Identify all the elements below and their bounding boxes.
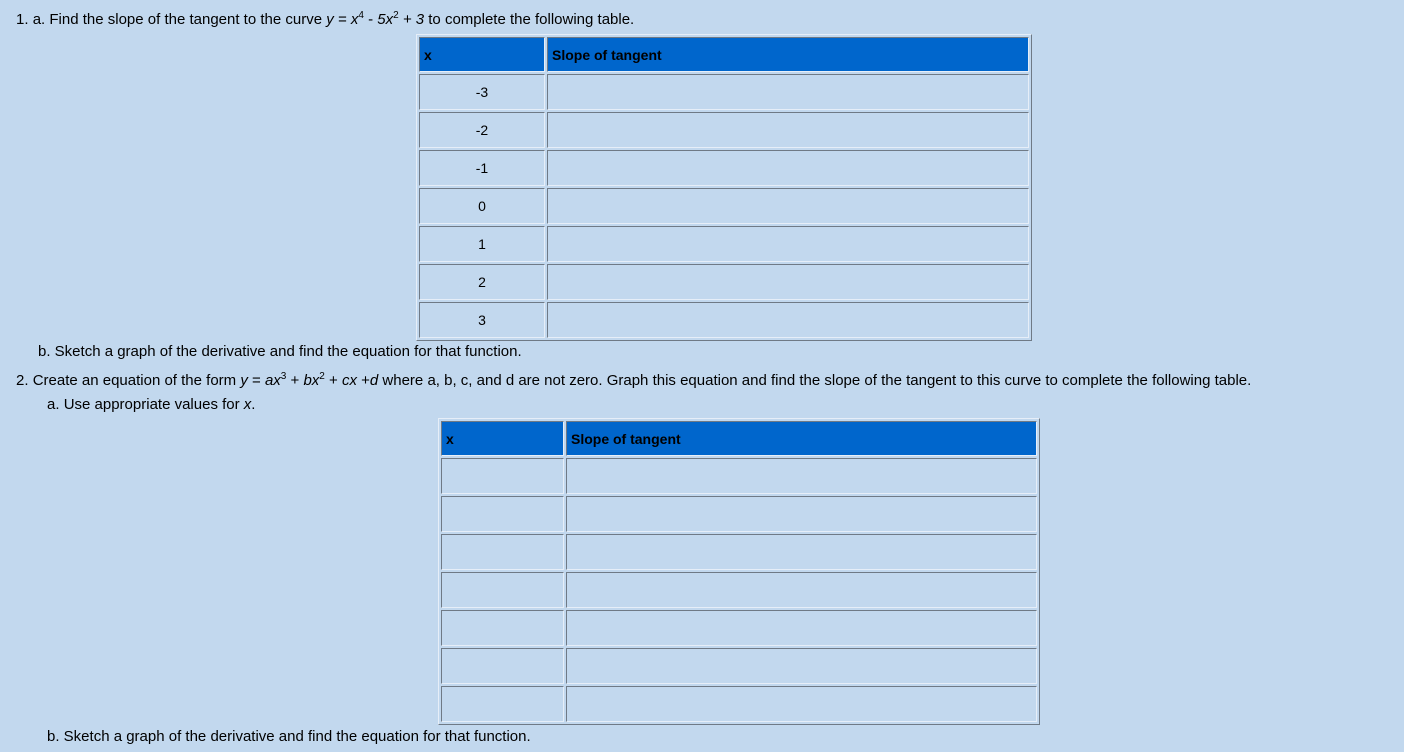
table-row	[441, 648, 1037, 684]
cell-x: 2	[419, 264, 545, 300]
q2-eq-cx: cx	[341, 372, 357, 389]
q1-a-text: Find the slope of the tangent to the curve	[49, 11, 323, 28]
cell-slope[interactable]	[566, 496, 1037, 532]
q1-line	[16, 11, 634, 29]
q2-text-pre: Create an equation of the form	[32, 372, 237, 389]
table-row	[419, 112, 1029, 148]
q2-eq-bx: bx	[303, 372, 320, 389]
q1-number: 1.	[16, 11, 29, 28]
q1-eq-part4: + 3	[398, 11, 425, 28]
cell-x: -3	[419, 74, 545, 110]
q2-number: 2.	[16, 372, 29, 389]
header-slope: Slope of tangent	[566, 421, 1037, 456]
cell-slope[interactable]	[547, 226, 1029, 262]
q2-b-text: b. Sketch a graph of the derivative and find the equation for that function.	[47, 728, 531, 745]
cell-slope[interactable]	[566, 686, 1037, 722]
q1-slope-table	[416, 34, 1032, 341]
table-row	[419, 150, 1029, 186]
cell-slope[interactable]	[566, 610, 1037, 646]
q2-eq-plus2: +	[324, 372, 342, 389]
q2-line	[16, 372, 1251, 390]
table-header-row	[419, 37, 1029, 72]
q1-b-text: b. Sketch a graph of the derivative and find the equation for that function.	[38, 343, 522, 360]
cell-slope[interactable]	[547, 150, 1029, 186]
q1-a-label: a.	[32, 11, 46, 28]
table-row	[419, 264, 1029, 300]
q2-eq-exp2: 2	[319, 371, 325, 382]
q2-eq-plus1: +	[286, 372, 304, 389]
table-row	[419, 302, 1029, 338]
cell-x[interactable]	[441, 610, 564, 646]
cell-slope[interactable]	[566, 534, 1037, 570]
q2-a-end: .	[251, 396, 256, 413]
header-x: x	[419, 37, 545, 72]
q2-text-post: where a, b, c, and d are not zero. Graph this equation and find the slope of the tangent to this curve to complete the following table.	[378, 372, 1252, 389]
table-row	[441, 610, 1037, 646]
q2-eq-y: y	[240, 372, 248, 389]
cell-x[interactable]	[441, 572, 564, 608]
q2-a-var: x	[243, 396, 252, 413]
q2-eq-d: d	[369, 372, 379, 389]
table-row	[419, 74, 1029, 110]
table-row	[419, 188, 1029, 224]
q2-eq-plus3: +	[356, 372, 370, 389]
table-header-row	[441, 421, 1037, 456]
cell-slope[interactable]	[566, 458, 1037, 494]
q1-eq-part3: 5x	[377, 11, 394, 28]
q2-eq-equals: =	[247, 372, 265, 389]
cell-x[interactable]	[441, 496, 564, 532]
table-row	[441, 534, 1037, 570]
cell-x: 1	[419, 226, 545, 262]
table-row	[441, 458, 1037, 494]
table-row	[441, 686, 1037, 722]
q2-a-line	[47, 396, 255, 414]
cell-slope[interactable]	[547, 112, 1029, 148]
cell-x[interactable]	[441, 648, 564, 684]
cell-x: 3	[419, 302, 545, 338]
cell-x: 0	[419, 188, 545, 224]
cell-slope[interactable]	[566, 648, 1037, 684]
q1-eq-exp2: 2	[393, 10, 399, 21]
cell-slope[interactable]	[547, 74, 1029, 110]
cell-slope[interactable]	[547, 188, 1029, 224]
q1-eq-exp1: 4	[358, 10, 364, 21]
cell-x: -1	[419, 150, 545, 186]
q2-slope-table	[438, 418, 1040, 725]
cell-x[interactable]	[441, 458, 564, 494]
q1-eq-part1: y = x	[326, 11, 359, 28]
header-x: x	[441, 421, 564, 456]
cell-x[interactable]	[441, 686, 564, 722]
cell-slope[interactable]	[566, 572, 1037, 608]
table-row	[441, 496, 1037, 532]
q2-a-label: a.	[47, 396, 60, 413]
q2-eq-exp1: 3	[280, 371, 287, 382]
cell-x[interactable]	[441, 534, 564, 570]
q1-a-text-post: to complete the following table.	[424, 11, 635, 28]
table-row	[419, 226, 1029, 262]
header-slope: Slope of tangent	[547, 37, 1029, 72]
cell-slope[interactable]	[547, 302, 1029, 338]
cell-x: -2	[419, 112, 545, 148]
q2-a-text: Use appropriate values for	[63, 396, 240, 413]
q2-eq-ax: ax	[264, 372, 281, 389]
q1-eq-part2: -	[363, 11, 378, 28]
cell-slope[interactable]	[547, 264, 1029, 300]
table-row	[441, 572, 1037, 608]
